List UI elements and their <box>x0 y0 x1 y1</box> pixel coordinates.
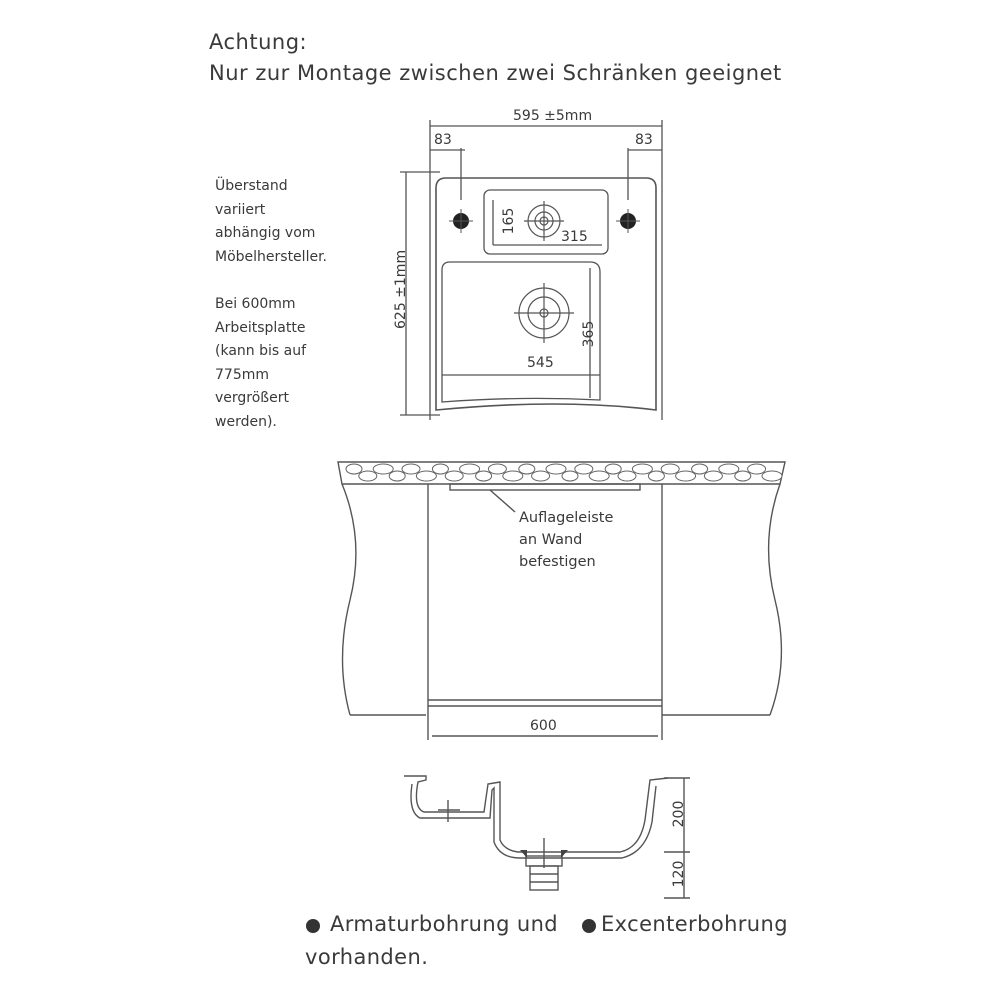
dim-main-bowl-width: 545 <box>527 355 554 371</box>
pebble <box>402 464 420 474</box>
pebble <box>546 464 566 474</box>
header-line-1: Achtung: <box>209 30 308 54</box>
pebble <box>632 464 652 474</box>
pebble <box>519 464 535 474</box>
dim-drain-height: 120 <box>671 860 687 888</box>
bullet-eccentric-icon <box>582 919 596 933</box>
pebble <box>416 471 436 481</box>
main-drain-icon <box>514 283 574 343</box>
sink-section <box>404 776 690 898</box>
pebble <box>661 464 679 474</box>
rail-label-line: an Wand <box>519 532 583 548</box>
pebble <box>562 471 578 481</box>
pebble <box>676 471 696 481</box>
tap-hole-left-icon <box>449 209 473 233</box>
pebble <box>719 464 739 474</box>
note-line: Überstand <box>215 178 288 194</box>
pebble <box>575 464 593 474</box>
pebble <box>359 471 377 481</box>
note-line: abhängig vom <box>215 225 316 241</box>
dim-small-bowl-depth: 165 <box>501 207 517 235</box>
pebble <box>476 471 492 481</box>
pebble <box>762 471 782 481</box>
note-line: (kann bis auf <box>215 343 306 359</box>
pebble <box>532 471 550 481</box>
left-cabinet-edge <box>342 484 356 715</box>
note-line: vergrößert <box>215 390 289 406</box>
support-rail <box>450 484 640 490</box>
dim-overall-depth: 625 ±1mm <box>393 249 409 329</box>
dim-main-bowl-depth: 365 <box>581 320 597 348</box>
rail-label <box>519 507 613 573</box>
pebble <box>748 464 766 474</box>
note-line: Bei 600mm <box>215 296 296 312</box>
pebble <box>488 464 506 474</box>
pebble <box>445 471 463 481</box>
dim-right-offset: 83 <box>635 132 653 148</box>
bullet-tap-hole-icon <box>306 919 320 933</box>
pebble <box>389 471 405 481</box>
rail-leader-line <box>490 490 515 512</box>
pebble <box>589 471 609 481</box>
pebble <box>460 464 480 474</box>
note-line: Arbeitsplatte <box>215 319 306 336</box>
pebble <box>432 464 448 474</box>
rail-label-line: Auflageleiste <box>519 510 614 526</box>
note-line: Möbelhersteller. <box>215 248 327 265</box>
pebble <box>704 471 722 481</box>
countertop-pebbles <box>346 464 782 481</box>
pebble <box>735 471 751 481</box>
dim-cabinet-gap: 600 <box>530 718 557 734</box>
note-line: werden). <box>215 413 277 430</box>
header-line-2: Nur zur Montage zwischen zwei Schränken geeignet <box>209 61 782 85</box>
main-bowl <box>442 262 600 402</box>
tap-hole-right-icon <box>616 209 640 233</box>
footer-bullet-2: Excenterbohrung <box>601 912 788 936</box>
pebble <box>373 464 393 474</box>
dim-overall-width: 595 ±5mm <box>513 108 593 124</box>
pebble <box>503 471 523 481</box>
footer-line-2: vorhanden. <box>305 945 429 969</box>
note-line: variiert <box>215 201 266 218</box>
footer-bullet-1: Armaturbohrung und <box>330 912 559 936</box>
dim-left-offset: 83 <box>434 132 452 148</box>
pebble <box>346 464 362 474</box>
rail-label-line: befestigen <box>519 554 596 570</box>
pebble <box>692 464 708 474</box>
dim-small-bowl-width: 315 <box>561 229 588 245</box>
pebble <box>648 471 664 481</box>
small-drain-icon <box>524 201 564 241</box>
dim-bowl-height: 200 <box>671 800 687 828</box>
note-line: 775mm <box>215 366 269 383</box>
right-cabinet-edge <box>769 484 782 715</box>
pebble <box>618 471 636 481</box>
pebble <box>605 464 621 474</box>
